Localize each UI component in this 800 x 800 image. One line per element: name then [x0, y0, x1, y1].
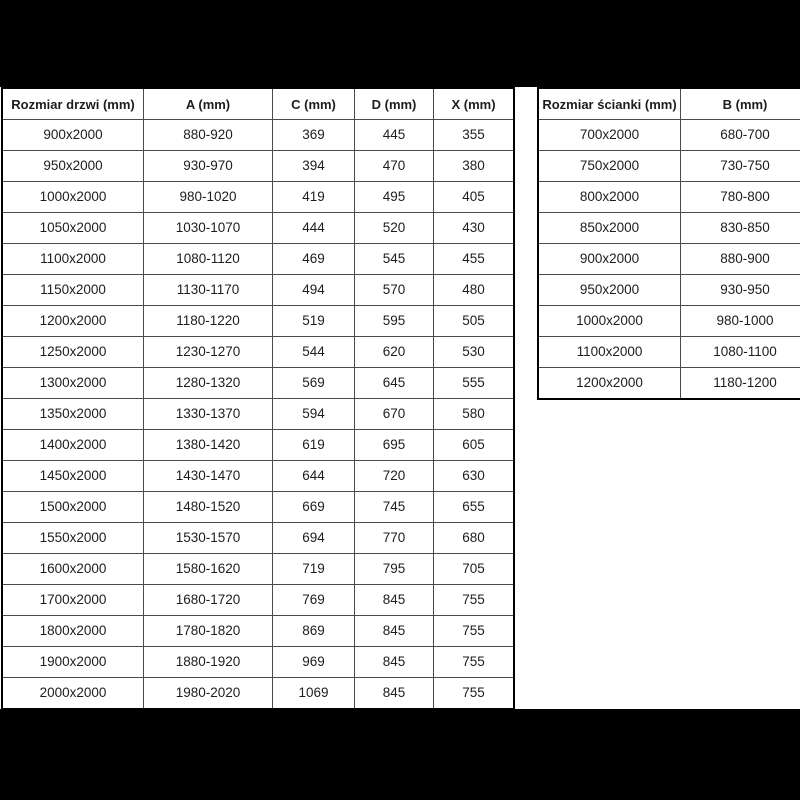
table-cell: 845: [355, 647, 434, 678]
table-cell: 1500x2000: [2, 492, 144, 523]
table-row: [2, 120, 514, 151]
table-row: [538, 120, 800, 151]
table-cell: 469: [273, 244, 355, 275]
table-row: [538, 244, 800, 275]
table-row: [2, 461, 514, 492]
table-row: [2, 678, 514, 710]
table-row: [538, 306, 800, 337]
table-cell: 800x2000: [538, 182, 681, 213]
wall-table-body: [538, 120, 800, 400]
header-cell: X (mm): [434, 88, 515, 120]
table-row: [538, 368, 800, 400]
table-cell: 755: [434, 678, 515, 710]
header-cell: B (mm): [681, 88, 800, 120]
table-cell: 605: [434, 430, 515, 461]
table-cell: 1680-1720: [144, 585, 273, 616]
table-row: [2, 554, 514, 585]
table-cell: 405: [434, 182, 515, 213]
table-cell: 470: [355, 151, 434, 182]
table-cell: 755: [434, 647, 515, 678]
table-cell: 755: [434, 585, 515, 616]
table-cell: 1030-1070: [144, 213, 273, 244]
table-cell: 1080-1100: [681, 337, 800, 368]
table-cell: 1350x2000: [2, 399, 144, 430]
table-row: [2, 337, 514, 368]
table-cell: 730-750: [681, 151, 800, 182]
table-row: [538, 337, 800, 368]
table-cell: 1200x2000: [2, 306, 144, 337]
table-row: [2, 306, 514, 337]
table-row: [2, 399, 514, 430]
table-cell: 494: [273, 275, 355, 306]
table-cell: 655: [434, 492, 515, 523]
table-cell: 900x2000: [538, 244, 681, 275]
table-cell: 644: [273, 461, 355, 492]
table-cell: 394: [273, 151, 355, 182]
table-cell: 569: [273, 368, 355, 399]
table-cell: 1880-1920: [144, 647, 273, 678]
table-row: [538, 151, 800, 182]
table-cell: 580: [434, 399, 515, 430]
table-cell: 1700x2000: [2, 585, 144, 616]
table-cell: 1450x2000: [2, 461, 144, 492]
table-cell: 869: [273, 616, 355, 647]
table-cell: 1480-1520: [144, 492, 273, 523]
table-cell: 1550x2000: [2, 523, 144, 554]
table-cell: 1780-1820: [144, 616, 273, 647]
table-cell: 1180-1220: [144, 306, 273, 337]
table-cell: 670: [355, 399, 434, 430]
table-cell: 595: [355, 306, 434, 337]
table-cell: 694: [273, 523, 355, 554]
table-cell: 845: [355, 616, 434, 647]
table-cell: 745: [355, 492, 434, 523]
table-cell: 980-1020: [144, 182, 273, 213]
table-cell: 1150x2000: [2, 275, 144, 306]
header-cell: Rozmiar ścianki (mm): [538, 88, 681, 120]
table-cell: 1800x2000: [2, 616, 144, 647]
table-cell: 1400x2000: [2, 430, 144, 461]
table-row: [2, 616, 514, 647]
table-cell: 880-920: [144, 120, 273, 151]
table-cell: 845: [355, 678, 434, 710]
table-cell: 950x2000: [2, 151, 144, 182]
table-cell: 695: [355, 430, 434, 461]
table-cell: 680: [434, 523, 515, 554]
table-cell: 1069: [273, 678, 355, 710]
door-table-header-row: [2, 88, 514, 120]
table-cell: 1900x2000: [2, 647, 144, 678]
table-cell: 620: [355, 337, 434, 368]
table-cell: 619: [273, 430, 355, 461]
door-sizes-table: [1, 87, 515, 710]
table-cell: 1000x2000: [2, 182, 144, 213]
table-cell: 1280-1320: [144, 368, 273, 399]
table-cell: 720: [355, 461, 434, 492]
table-cell: 480: [434, 275, 515, 306]
table-cell: 669: [273, 492, 355, 523]
table-row: [2, 182, 514, 213]
table-row: [2, 151, 514, 182]
table-cell: 1250x2000: [2, 337, 144, 368]
table-cell: 570: [355, 275, 434, 306]
table-row: [2, 244, 514, 275]
table-cell: 1980-2020: [144, 678, 273, 710]
table-cell: 780-800: [681, 182, 800, 213]
table-cell: 1300x2000: [2, 368, 144, 399]
table-row: [2, 585, 514, 616]
table-row: [538, 213, 800, 244]
table-cell: 1200x2000: [538, 368, 681, 400]
table-cell: 380: [434, 151, 515, 182]
table-cell: 769: [273, 585, 355, 616]
table-cell: 1600x2000: [2, 554, 144, 585]
table-cell: 880-900: [681, 244, 800, 275]
table-cell: 2000x2000: [2, 678, 144, 710]
table-row: [538, 182, 800, 213]
door-table-body: [2, 120, 514, 710]
table-cell: 355: [434, 120, 515, 151]
table-row: [2, 523, 514, 554]
table-cell: 445: [355, 120, 434, 151]
table-cell: 645: [355, 368, 434, 399]
table-cell: 1100x2000: [538, 337, 681, 368]
table-cell: 950x2000: [538, 275, 681, 306]
table-cell: 1230-1270: [144, 337, 273, 368]
table-row: [2, 275, 514, 306]
table-cell: 545: [355, 244, 434, 275]
table-cell: 1430-1470: [144, 461, 273, 492]
table-cell: 369: [273, 120, 355, 151]
header-cell: A (mm): [144, 88, 273, 120]
header-cell: D (mm): [355, 88, 434, 120]
table-cell: 830-850: [681, 213, 800, 244]
table-cell: 520: [355, 213, 434, 244]
table-cell: 719: [273, 554, 355, 585]
wall-sizes-table: [537, 87, 800, 400]
table-cell: 750x2000: [538, 151, 681, 182]
table-cell: 1100x2000: [2, 244, 144, 275]
table-cell: 930-970: [144, 151, 273, 182]
table-cell: 1380-1420: [144, 430, 273, 461]
table-row: [2, 213, 514, 244]
table-cell: 1050x2000: [2, 213, 144, 244]
table-cell: 505: [434, 306, 515, 337]
table-cell: 1000x2000: [538, 306, 681, 337]
table-row: [2, 492, 514, 523]
table-row: [2, 647, 514, 678]
table-cell: 1080-1120: [144, 244, 273, 275]
table-cell: 700x2000: [538, 120, 681, 151]
table-cell: 795: [355, 554, 434, 585]
table-row: [2, 430, 514, 461]
table-cell: 495: [355, 182, 434, 213]
header-cell: C (mm): [273, 88, 355, 120]
table-cell: 1330-1370: [144, 399, 273, 430]
table-row: [2, 368, 514, 399]
table-cell: 419: [273, 182, 355, 213]
bottom-black-bar: [0, 709, 800, 800]
table-cell: 630: [434, 461, 515, 492]
table-cell: 755: [434, 616, 515, 647]
table-row: [538, 275, 800, 306]
table-cell: 1530-1570: [144, 523, 273, 554]
header-cell: Rozmiar drzwi (mm): [2, 88, 144, 120]
table-cell: 680-700: [681, 120, 800, 151]
table-cell: 544: [273, 337, 355, 368]
table-cell: 1580-1620: [144, 554, 273, 585]
table-cell: 430: [434, 213, 515, 244]
table-cell: 1180-1200: [681, 368, 800, 400]
table-cell: 770: [355, 523, 434, 554]
table-cell: 705: [434, 554, 515, 585]
table-cell: 555: [434, 368, 515, 399]
table-cell: 980-1000: [681, 306, 800, 337]
table-cell: 930-950: [681, 275, 800, 306]
table-cell: 900x2000: [2, 120, 144, 151]
table-cell: 850x2000: [538, 213, 681, 244]
table-cell: 530: [434, 337, 515, 368]
table-cell: 1130-1170: [144, 275, 273, 306]
table-cell: 594: [273, 399, 355, 430]
table-cell: 519: [273, 306, 355, 337]
wall-table-header-row: [538, 88, 800, 120]
table-cell: 845: [355, 585, 434, 616]
top-black-bar: [0, 0, 800, 87]
table-cell: 455: [434, 244, 515, 275]
table-cell: 969: [273, 647, 355, 678]
table-cell: 444: [273, 213, 355, 244]
